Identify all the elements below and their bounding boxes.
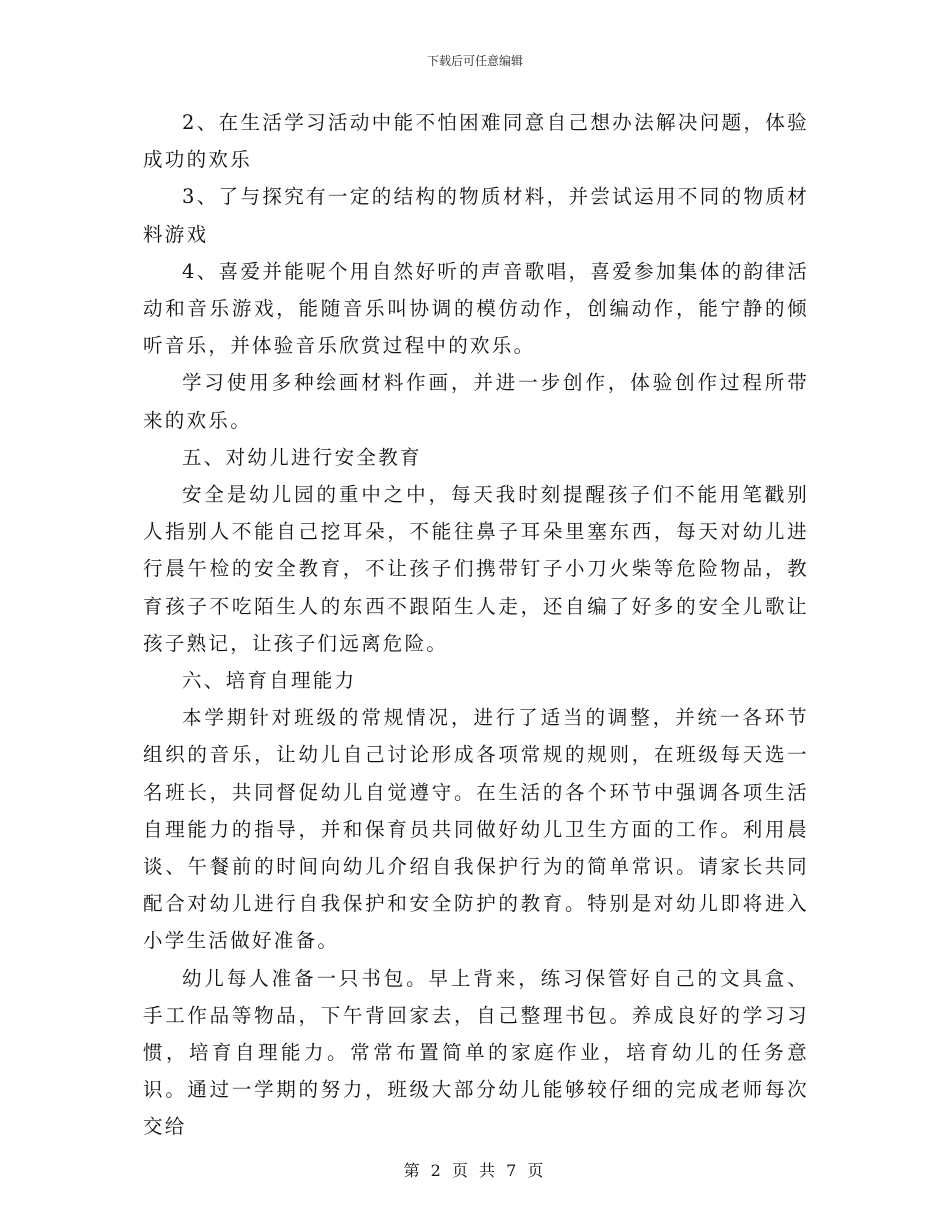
paragraph-goal-2: 2、在生活学习活动中能不怕困难同意自己想办法解决问题，体验成功的欢乐 <box>143 111 809 172</box>
paragraph-drawing: 学习使用多种绘画材料作画，并进一步创作，体验创作过程所带来的欢乐。 <box>143 371 809 432</box>
paragraph-schoolbag: 幼儿每人准备一只书包。早上背来，练习保管好自己的文具盒、手工作品等物品，下午背回家去，自己整理书包。养成良好的学习习惯，培育自理能力。常常布置简单的家庭作业，培育幼儿的任务意识。通过一学期的努力，班级大部分幼儿能够较仔细的完成老师每次交给 <box>143 966 809 1139</box>
paragraph-goal-3: 3、了与探究有一定的结构的物质材料，并尝试运用不同的物质材料游戏 <box>143 185 809 246</box>
paragraph-safety: 安全是幼儿园的重中之中，每天我时刻提醒孩子们不能用笔戳别人指别人不能自己挖耳朵，不能往鼻子耳朵里塞东西，每天对幼儿进行晨午检的安全教育，不让孩子们携带钉子小刀火柴等危险物品，教育孩子不吃陌生人的东西不跟陌生人走，还自编了好多的安全儿歌让孩子熟记，让孩子们远离危险。 <box>143 483 809 655</box>
paragraph-routine: 本学期针对班级的常规情况，进行了适当的调整，并统一各环节组织的音乐，让幼儿自己讨论形成各项常规的规则，在班级每天选一名班长，共同督促幼儿自觉遵守。在生活的各个环节中强调各项生活自理能力的指导，并和保育员共同做好幼儿卫生方面的工作。利用晨谈、午餐前的时间向幼儿介绍自我保护行为的简单常识。请家长共同配合对幼儿进行自我保护和安全防护的教育。特别是对幼儿即将进入小学生活做好准备。 <box>143 706 809 953</box>
section-heading-safety: 五、对幼儿进行安全教育 <box>182 445 422 469</box>
section-heading-self-care: 六、培育自理能力 <box>182 669 357 693</box>
page-number: 第 2 页 共 7 页 <box>403 1161 547 1180</box>
page-header-note: 下载后可任意编辑 <box>426 54 523 68</box>
document-body <box>143 104 809 1146</box>
paragraph-goal-4: 4、喜爱并能呢个用自然好听的声音歌唱，喜爱参加集体的韵律活动和音乐游戏，能随音乐叫协调的模仿动作，创编动作，能宁静的倾听音乐，并体验音乐欣赏过程中的欢乐。 <box>143 259 809 358</box>
